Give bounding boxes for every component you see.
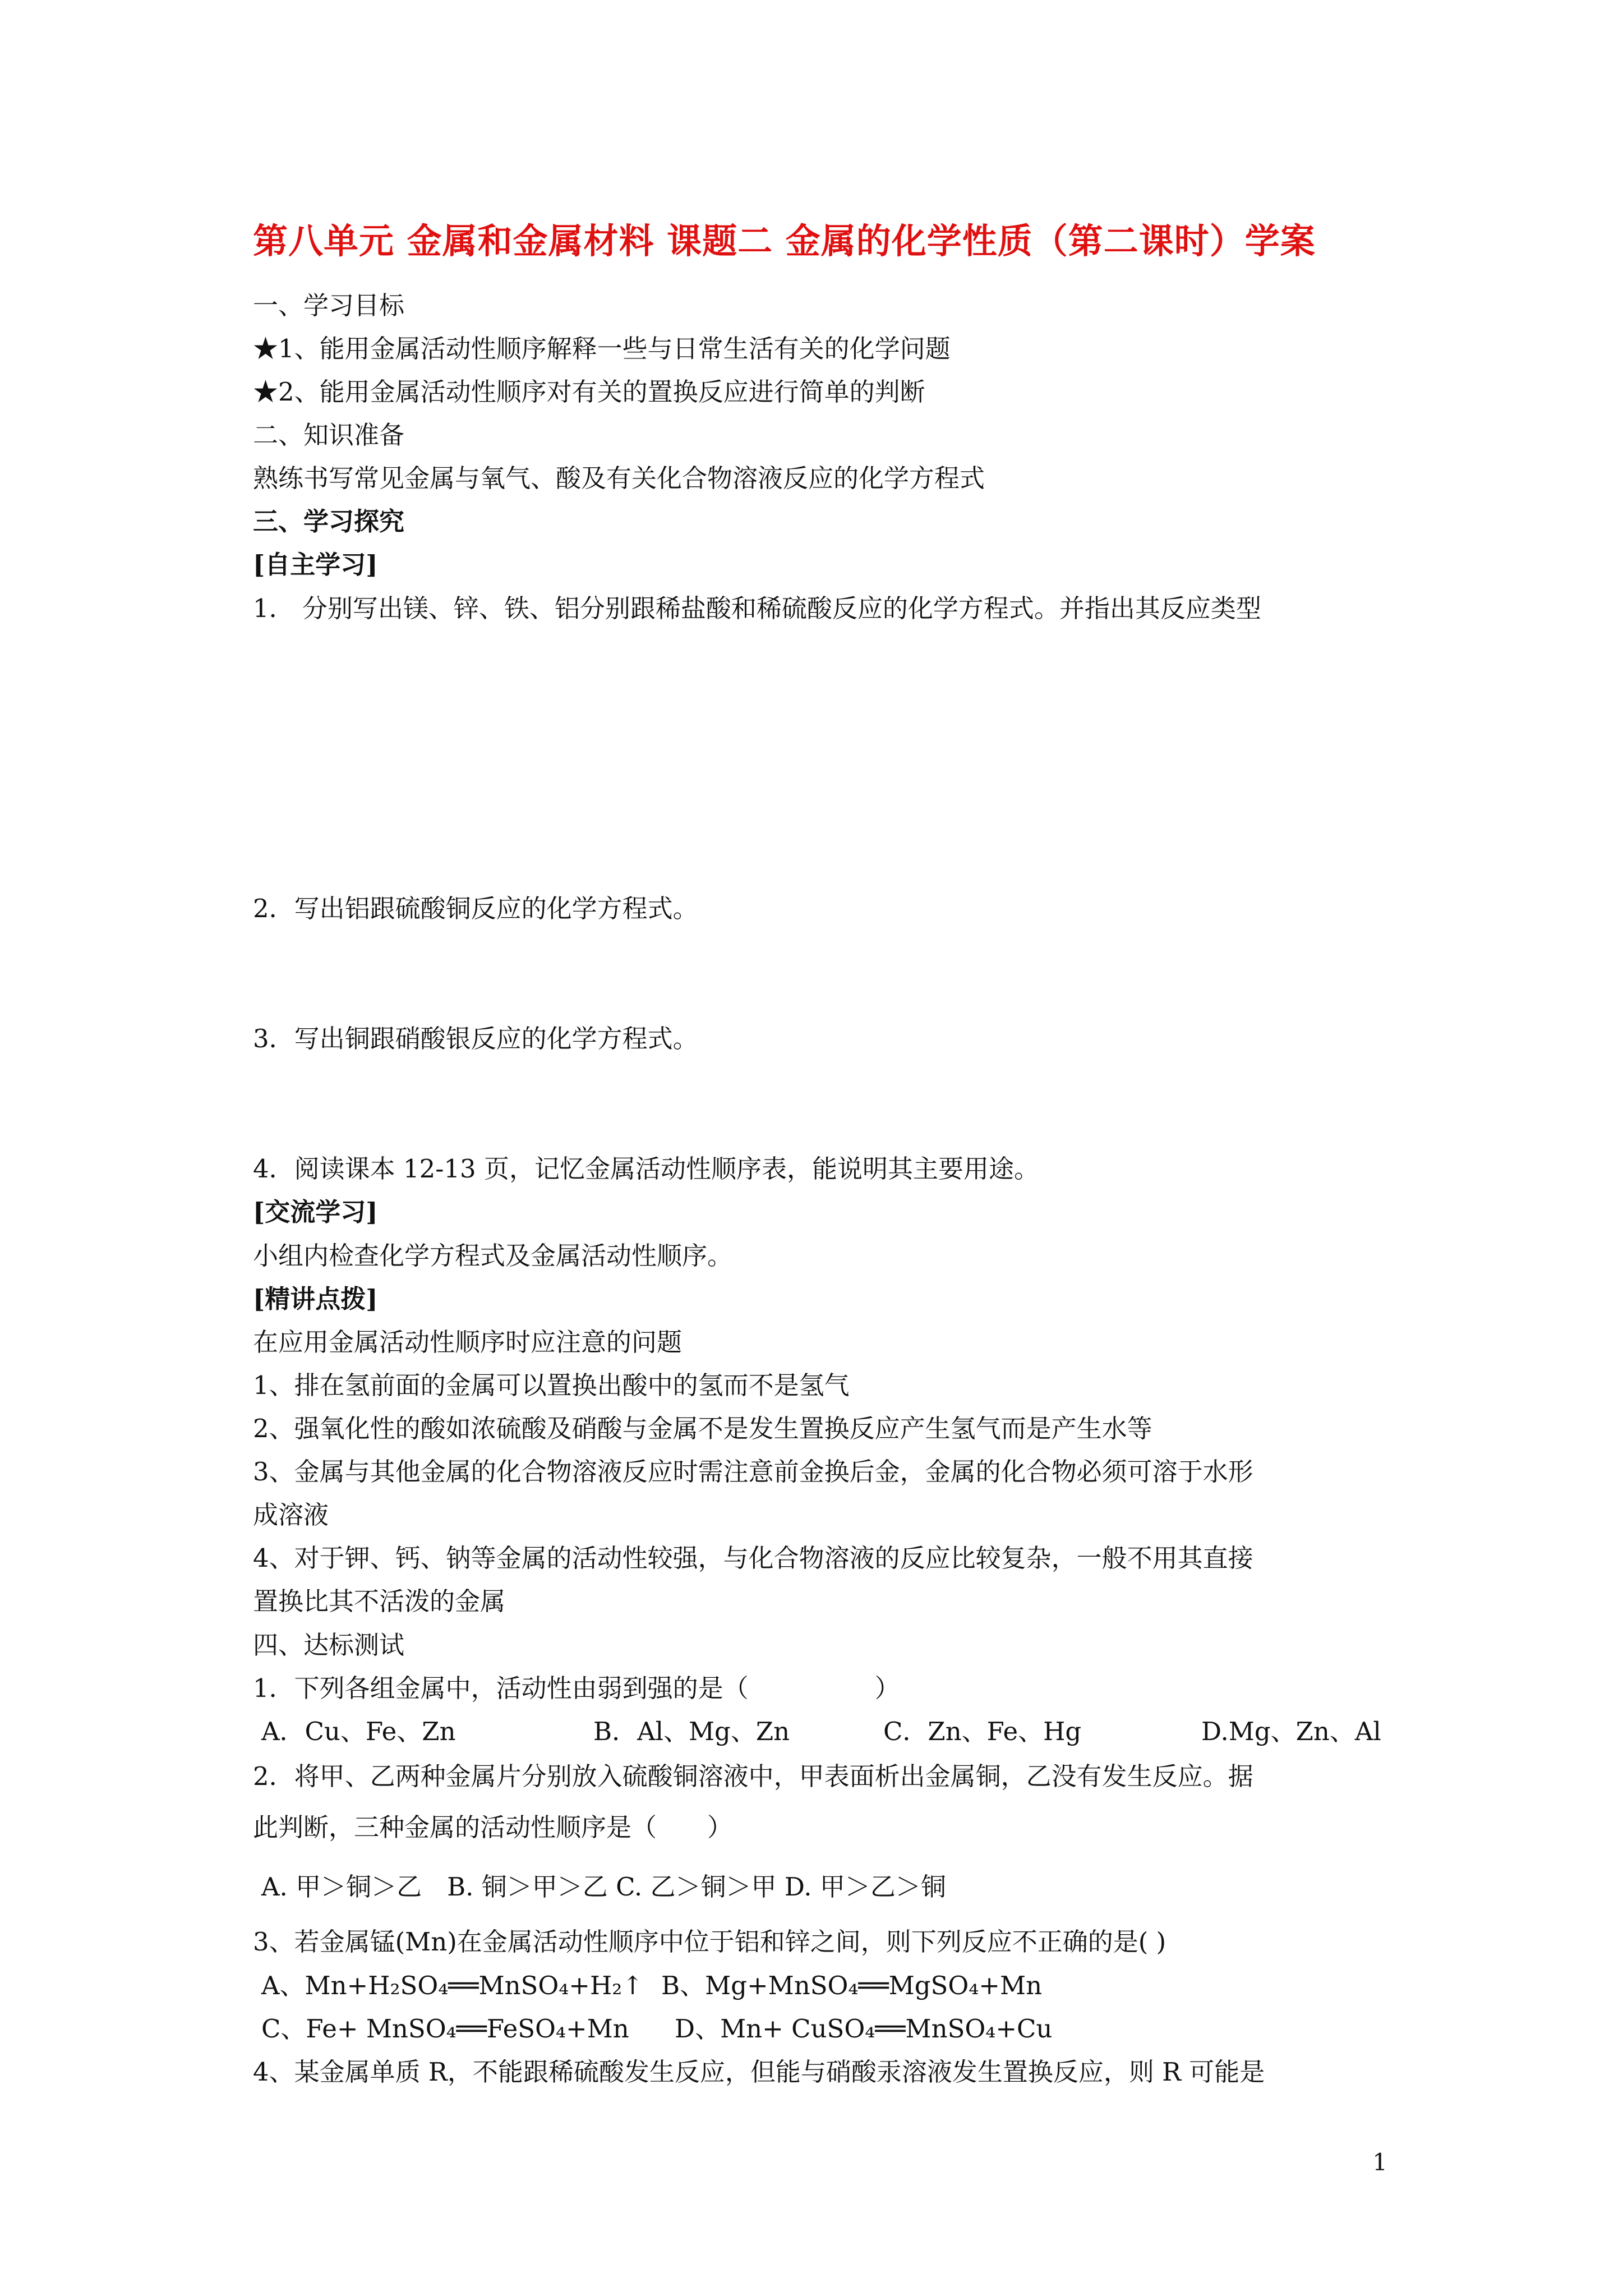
test-question-3: 3、若金属锰(Mn)在金属活动性顺序中位于铝和锌之间，则下列反应不正确的是( ) [253, 1927, 1166, 1957]
test-question-2-line2: 此判断，三种金属的活动性顺序是（ ） [253, 1812, 733, 1842]
prep-text: 熟练书写常见金属与氧气、酸及有关化合物溶液反应的化学方程式 [253, 463, 985, 493]
question-4: 4．阅读课本 12-13 页，记忆金属活动性顺序表，能说明其主要用途。 [253, 1154, 1039, 1184]
note-3-line1: 3、金属与其他金属的化合物溶液反应时需注意前金换后金，金属的化合物必须可溶于水形 [253, 1457, 1253, 1487]
goal-2: ★2、能用金属活动性顺序对有关的置换反应进行简单的判断 [253, 377, 925, 407]
test-question-4: 4、某金属单质 R，不能跟稀硫酸发生反应，但能与硝酸汞溶液发生置换反应，则 R 可能是 [253, 2057, 1265, 2087]
test-question-2-line1: 2．将甲、乙两种金属片分别放入硫酸铜溶液中，甲表面析出金属铜，乙没有发生反应。据 [253, 1761, 1253, 1791]
note-3-line2: 成溶液 [253, 1500, 329, 1530]
test-3-option-d: D、Mn+ CuSO₄══MnSO₄+Cu [675, 2014, 1053, 2044]
question-1: 1． 分别写出镁、锌、铁、铝分别跟稀盐酸和稀硫酸反应的化学方程式。并指出其反应类型 [253, 593, 1261, 623]
test-3-option-a: A、Mn+H₂SO₄══MnSO₄+H₂↑ [261, 1971, 643, 2000]
explore-heading: 三、学习探究 [253, 507, 405, 536]
test-1-option-d: D.Mg、Zn、Al [1201, 1717, 1381, 1746]
note-4-line2: 置换比其不活泼的金属 [253, 1586, 506, 1616]
test-2-options: A. 甲＞铜＞乙 B. 铜＞甲＞乙 C. 乙＞铜＞甲 D. 甲＞乙＞铜 [261, 1872, 946, 1902]
note-1: 1、排在氢前面的金属可以置换出酸中的氢而不是氢气 [253, 1370, 850, 1400]
prep-heading: 二、知识准备 [253, 420, 405, 450]
goals-heading: 一、学习目标 [253, 291, 405, 320]
goal-1: ★1、能用金属活动性顺序解释一些与日常生活有关的化学问题 [253, 334, 951, 364]
page-number: 1 [1372, 2148, 1387, 2176]
page-title: 第八单元 金属和金属材料 课题二 金属的化学性质（第二课时）学案 [253, 220, 1316, 261]
note-2: 2、强氧化性的酸如浓硫酸及硝酸与金属不是发生置换反应产生氢气而是产生水等 [253, 1414, 1152, 1443]
test-1-option-a: A．Cu、Fe、Zn [261, 1717, 456, 1746]
test-3-option-c: C、Fe+ MnSO₄══FeSO₄+Mn [261, 2014, 629, 2044]
test-heading: 四、达标测试 [253, 1630, 405, 1660]
test-3-option-b: B、Mg+MnSO₄══MgSO₄+Mn [661, 1971, 1043, 2000]
test-question-1: 1．下列各组金属中，活动性由弱到强的是（ ） [253, 1673, 900, 1703]
test-1-option-b: B．Al、Mg、Zn [593, 1717, 790, 1746]
exchange-heading: [交流学习] [253, 1197, 378, 1227]
exchange-text: 小组内检查化学方程式及金属活动性顺序。 [253, 1241, 733, 1271]
lecture-intro: 在应用金属活动性顺序时应注意的问题 [253, 1327, 683, 1357]
test-1-option-c: C．Zn、Fe、Hg [883, 1717, 1082, 1746]
question-2: 2．写出铝跟硫酸铜反应的化学方程式。 [253, 894, 698, 923]
lecture-heading: [精讲点拨] [253, 1284, 378, 1314]
question-3: 3．写出铜跟硝酸银反应的化学方程式。 [253, 1024, 698, 1053]
self-study-heading: [自主学习] [253, 550, 378, 579]
note-4-line1: 4、对于钾、钙、钠等金属的活动性较强，与化合物溶液的反应比较复杂，一般不用其直接 [253, 1543, 1253, 1573]
